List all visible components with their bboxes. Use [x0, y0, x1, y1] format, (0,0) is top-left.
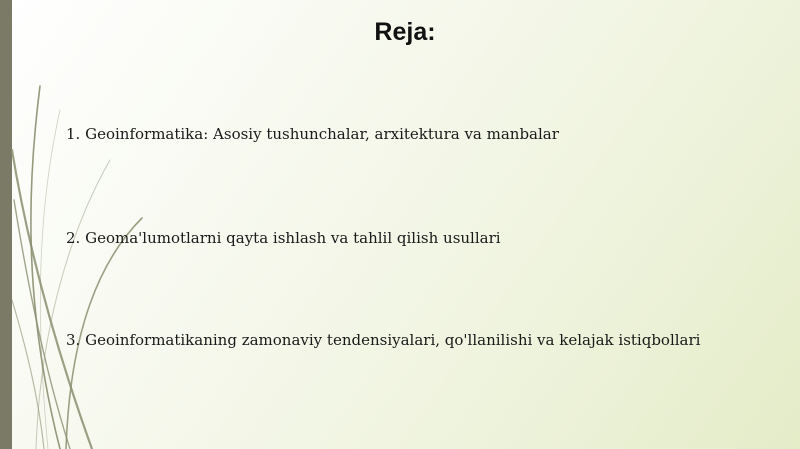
slide-title: Reja:	[374, 18, 436, 46]
grass-decoration	[0, 0, 160, 449]
agenda-item-text: Geoma'lumotlarni qayta ishlash va tahlil qilish usullari	[85, 229, 501, 247]
agenda-item-number: 2.	[66, 229, 81, 247]
agenda-item-number: 3.	[66, 331, 81, 349]
agenda-item-text: Geoinformatikaning zamonaviy tendensiyalari, qo'llanilishi va kelajak istiqbollari	[85, 331, 701, 349]
agenda-item-3	[66, 331, 700, 349]
agenda-item-1	[66, 125, 559, 143]
agenda-item-text: Geoinformatika: Asosiy tushunchalar, arxitektura va manbalar	[85, 125, 559, 143]
agenda-item-2	[66, 229, 501, 247]
agenda-item-number: 1.	[66, 125, 81, 143]
